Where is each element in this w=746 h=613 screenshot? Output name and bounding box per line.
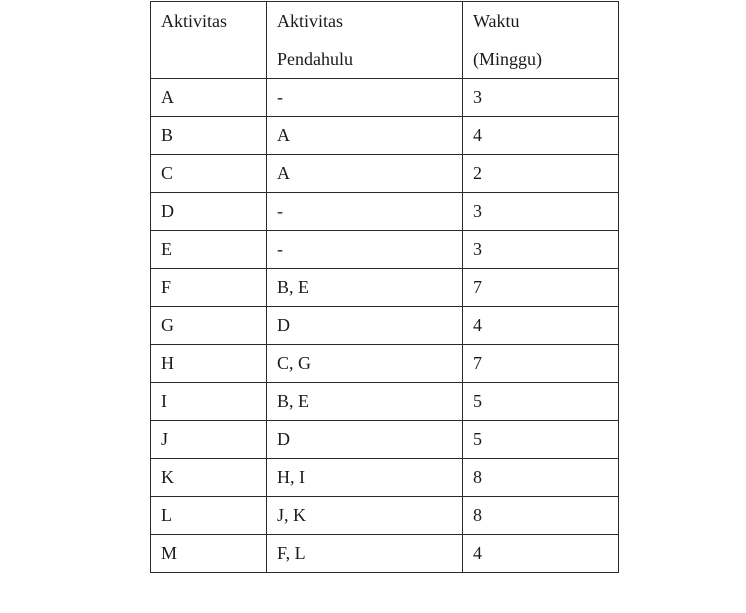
cell-aktivitas: K bbox=[151, 459, 267, 497]
cell-aktivitas: E bbox=[151, 231, 267, 269]
header-aktivitas bbox=[151, 2, 267, 79]
header-waktu-line-2: (Minggu) bbox=[473, 49, 542, 69]
table-row bbox=[151, 79, 619, 117]
header-waktu bbox=[463, 2, 619, 79]
table-row bbox=[151, 193, 619, 231]
table-header bbox=[151, 2, 619, 79]
cell-pendahulu: B, E bbox=[267, 383, 463, 421]
cell-pendahulu: - bbox=[267, 193, 463, 231]
table-row bbox=[151, 535, 619, 573]
cell-pendahulu: A bbox=[267, 155, 463, 193]
cell-waktu: 4 bbox=[463, 117, 619, 155]
activity-table bbox=[150, 1, 619, 573]
cell-pendahulu: A bbox=[267, 117, 463, 155]
cell-aktivitas: L bbox=[151, 497, 267, 535]
table-row bbox=[151, 155, 619, 193]
cell-aktivitas: G bbox=[151, 307, 267, 345]
cell-waktu: 2 bbox=[463, 155, 619, 193]
cell-waktu: 4 bbox=[463, 307, 619, 345]
table-row bbox=[151, 307, 619, 345]
cell-pendahulu: B, E bbox=[267, 269, 463, 307]
cell-aktivitas: A bbox=[151, 79, 267, 117]
header-aktivitas-pendahulu-line-2: Pendahulu bbox=[277, 49, 353, 69]
cell-waktu: 5 bbox=[463, 383, 619, 421]
table-body bbox=[151, 79, 619, 573]
table-row bbox=[151, 459, 619, 497]
table-row bbox=[151, 497, 619, 535]
cell-waktu: 3 bbox=[463, 79, 619, 117]
cell-pendahulu: C, G bbox=[267, 345, 463, 383]
cell-waktu: 8 bbox=[463, 459, 619, 497]
cell-waktu: 7 bbox=[463, 269, 619, 307]
table-row bbox=[151, 345, 619, 383]
cell-waktu: 3 bbox=[463, 193, 619, 231]
cell-pendahulu: - bbox=[267, 231, 463, 269]
cell-waktu: 4 bbox=[463, 535, 619, 573]
header-row bbox=[151, 2, 619, 79]
cell-waktu: 5 bbox=[463, 421, 619, 459]
cell-waktu: 3 bbox=[463, 231, 619, 269]
cell-pendahulu: - bbox=[267, 79, 463, 117]
header-waktu-line-1: Waktu bbox=[473, 11, 520, 31]
cell-aktivitas: F bbox=[151, 269, 267, 307]
table-row bbox=[151, 421, 619, 459]
table-row bbox=[151, 269, 619, 307]
table-row bbox=[151, 383, 619, 421]
cell-aktivitas: M bbox=[151, 535, 267, 573]
cell-waktu: 8 bbox=[463, 497, 619, 535]
cell-aktivitas: D bbox=[151, 193, 267, 231]
cell-aktivitas: I bbox=[151, 383, 267, 421]
table-row bbox=[151, 231, 619, 269]
cell-aktivitas: C bbox=[151, 155, 267, 193]
cell-aktivitas: H bbox=[151, 345, 267, 383]
table-row bbox=[151, 117, 619, 155]
cell-waktu: 7 bbox=[463, 345, 619, 383]
cell-aktivitas: J bbox=[151, 421, 267, 459]
cell-pendahulu: D bbox=[267, 307, 463, 345]
header-aktivitas-line-1: Aktivitas bbox=[161, 11, 227, 31]
activity-table-container bbox=[150, 1, 619, 573]
header-aktivitas-pendahulu-line-1: Aktivitas bbox=[277, 11, 343, 31]
cell-aktivitas: B bbox=[151, 117, 267, 155]
cell-pendahulu: J, K bbox=[267, 497, 463, 535]
cell-pendahulu: F, L bbox=[267, 535, 463, 573]
header-aktivitas-pendahulu bbox=[267, 2, 463, 79]
cell-pendahulu: D bbox=[267, 421, 463, 459]
cell-pendahulu: H, I bbox=[267, 459, 463, 497]
